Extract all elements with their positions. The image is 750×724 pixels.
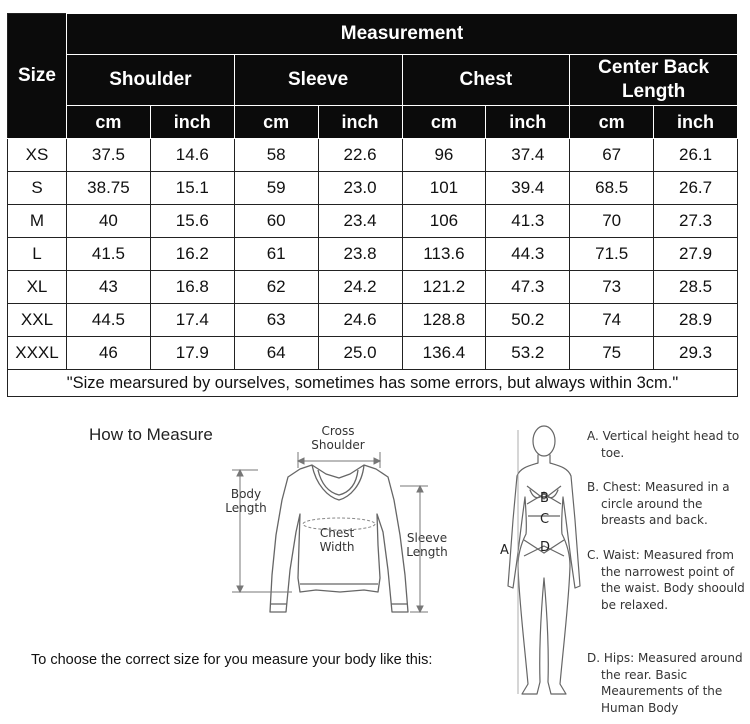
table-cell: 67 bbox=[570, 139, 654, 172]
header-row-columns bbox=[8, 55, 738, 106]
cross-shoulder-label-line1: Cross bbox=[321, 424, 355, 438]
measurement-header: Measurement bbox=[67, 14, 738, 55]
marker-c: C bbox=[540, 512, 550, 527]
figure-head bbox=[533, 426, 555, 456]
table-cell: 26.1 bbox=[654, 139, 738, 172]
sleeve-length-label bbox=[402, 531, 452, 559]
body-length-label-line2: Length bbox=[225, 501, 267, 515]
size-label: XXL bbox=[8, 304, 67, 337]
table-cell: 64 bbox=[234, 337, 318, 370]
table-cell: 24.6 bbox=[318, 304, 402, 337]
legend-b bbox=[587, 479, 747, 529]
sleeve-length-arrow-bottom bbox=[417, 606, 423, 612]
table-cell: 41.5 bbox=[67, 238, 151, 271]
table-cell: 40 bbox=[67, 205, 151, 238]
size-column-header: Size bbox=[8, 14, 67, 139]
marker-a: A bbox=[500, 543, 509, 558]
table-cell: 43 bbox=[67, 271, 151, 304]
body-length-label bbox=[223, 487, 269, 515]
shoulder-header: Shoulder bbox=[67, 55, 235, 106]
sweater-collar-inner bbox=[318, 470, 358, 495]
table-cell: 60 bbox=[234, 205, 318, 238]
note-row bbox=[8, 370, 738, 397]
table-cell: 61 bbox=[234, 238, 318, 271]
chest-width-label-line1: Chest bbox=[319, 526, 355, 540]
unit-cm: cm bbox=[402, 106, 486, 139]
sweater-outline bbox=[270, 465, 408, 612]
table-cell: 106 bbox=[402, 205, 486, 238]
size-label: XXXL bbox=[8, 337, 67, 370]
table-cell: 16.8 bbox=[150, 271, 234, 304]
legend-b-text: B. Chest: Measured in a circle around the breasts and back. bbox=[587, 480, 730, 527]
table-cell: 70 bbox=[570, 205, 654, 238]
cross-shoulder-label-line2: Shoulder bbox=[311, 438, 365, 452]
sleeve-length-label-line2: Length bbox=[406, 545, 448, 559]
table-cell: 44.3 bbox=[486, 238, 570, 271]
table-cell: 14.6 bbox=[150, 139, 234, 172]
table-cell: 39.4 bbox=[486, 172, 570, 205]
size-label: XS bbox=[8, 139, 67, 172]
table-row bbox=[8, 271, 738, 304]
table-cell: 136.4 bbox=[402, 337, 486, 370]
legend-a bbox=[587, 428, 747, 461]
body-length-arrow-bottom bbox=[237, 586, 243, 592]
center-back-length-header bbox=[570, 55, 738, 106]
table-row bbox=[8, 238, 738, 271]
table-cell: 96 bbox=[402, 139, 486, 172]
table-cell: 38.75 bbox=[67, 172, 151, 205]
chest-header: Chest bbox=[402, 55, 570, 106]
chest-width-label bbox=[312, 526, 362, 554]
unit-cm: cm bbox=[67, 106, 151, 139]
table-cell: 28.9 bbox=[654, 304, 738, 337]
size-label: L bbox=[8, 238, 67, 271]
how-to-measure-title: How to Measure bbox=[89, 425, 213, 444]
table-cell: 50.2 bbox=[486, 304, 570, 337]
table-cell: 24.2 bbox=[318, 271, 402, 304]
cross-shoulder-arrow-left bbox=[298, 458, 304, 464]
table-cell: 53.2 bbox=[486, 337, 570, 370]
figure-bust bbox=[530, 490, 558, 498]
legend-d-text: D. Hips: Measured around the rear. Basic Meaurements of the Human Body bbox=[587, 651, 743, 715]
center-back-length-line1: Center Back bbox=[598, 57, 710, 78]
header-row-units bbox=[8, 106, 738, 139]
table-note: "Size mearsured by ourselves, sometimes has some errors, but always within 3cm." bbox=[8, 370, 738, 397]
table-cell: 25.0 bbox=[318, 337, 402, 370]
cross-shoulder-arrow-right bbox=[374, 458, 380, 464]
table-cell: 37.4 bbox=[486, 139, 570, 172]
figure-body bbox=[508, 455, 580, 694]
table-cell: 47.3 bbox=[486, 271, 570, 304]
legend-a-text: A. Vertical height head to toe. bbox=[587, 429, 740, 460]
table-cell: 101 bbox=[402, 172, 486, 205]
legend-c bbox=[587, 547, 747, 613]
table-cell: 75 bbox=[570, 337, 654, 370]
table-cell: 29.3 bbox=[654, 337, 738, 370]
table-cell: 41.3 bbox=[486, 205, 570, 238]
table-cell: 27.3 bbox=[654, 205, 738, 238]
chest-width-label-line2: Width bbox=[319, 540, 355, 554]
body-length-label-line1: Body bbox=[230, 487, 262, 501]
table-cell: 15.1 bbox=[150, 172, 234, 205]
table-cell: 121.2 bbox=[402, 271, 486, 304]
legend-c-text: C. Waist: Measured from the narrowest point of the waist. Body shoould be relaxed. bbox=[587, 548, 745, 612]
marker-b: B bbox=[540, 491, 549, 506]
table-cell: 71.5 bbox=[570, 238, 654, 271]
table-cell: 68.5 bbox=[570, 172, 654, 205]
size-label: M bbox=[8, 205, 67, 238]
table-cell: 23.8 bbox=[318, 238, 402, 271]
table-row bbox=[8, 205, 738, 238]
sleeve-length-label-line1: Sleeve bbox=[406, 531, 448, 545]
size-rows bbox=[8, 139, 738, 370]
table-cell: 22.6 bbox=[318, 139, 402, 172]
marker-d: D bbox=[540, 540, 551, 555]
table-cell: 46 bbox=[67, 337, 151, 370]
body-length-arrow-top bbox=[237, 470, 243, 476]
table-cell: 128.8 bbox=[402, 304, 486, 337]
unit-inch: inch bbox=[654, 106, 738, 139]
table-cell: 73 bbox=[570, 271, 654, 304]
size-chart-table bbox=[7, 13, 738, 397]
table-cell: 27.9 bbox=[654, 238, 738, 271]
table-row bbox=[8, 337, 738, 370]
table-cell: 23.0 bbox=[318, 172, 402, 205]
unit-cm: cm bbox=[234, 106, 318, 139]
sleeve-header: Sleeve bbox=[234, 55, 402, 106]
header-row-group bbox=[8, 14, 738, 55]
table-cell: 74 bbox=[570, 304, 654, 337]
unit-inch: inch bbox=[486, 106, 570, 139]
table-cell: 17.4 bbox=[150, 304, 234, 337]
unit-inch: inch bbox=[150, 106, 234, 139]
table-cell: 113.6 bbox=[402, 238, 486, 271]
hip-line bbox=[524, 540, 564, 553]
table-cell: 28.5 bbox=[654, 271, 738, 304]
cross-shoulder-label bbox=[295, 424, 381, 452]
sweater-collar bbox=[312, 465, 364, 500]
hip-line-b bbox=[524, 546, 564, 556]
center-back-length-line2: Length bbox=[621, 81, 686, 102]
table-row bbox=[8, 304, 738, 337]
table-row bbox=[8, 172, 738, 205]
table-cell: 26.7 bbox=[654, 172, 738, 205]
table-cell: 15.6 bbox=[150, 205, 234, 238]
table-cell: 16.2 bbox=[150, 238, 234, 271]
table-cell: 23.4 bbox=[318, 205, 402, 238]
chest-width-guide bbox=[303, 518, 375, 530]
table-cell: 59 bbox=[234, 172, 318, 205]
table-cell: 37.5 bbox=[67, 139, 151, 172]
size-label: XL bbox=[8, 271, 67, 304]
unit-inch: inch bbox=[318, 106, 402, 139]
legend-d bbox=[587, 650, 747, 716]
sleeve-length-arrow-top bbox=[417, 486, 423, 492]
table-row bbox=[8, 139, 738, 172]
table-cell: 44.5 bbox=[67, 304, 151, 337]
table-cell: 63 bbox=[234, 304, 318, 337]
chest-line-b bbox=[527, 494, 561, 504]
unit-cm: cm bbox=[570, 106, 654, 139]
table-cell: 17.9 bbox=[150, 337, 234, 370]
table-cell: 62 bbox=[234, 271, 318, 304]
table-cell: 58 bbox=[234, 139, 318, 172]
measure-instruction: To choose the correct size for you measure your body like this: bbox=[31, 652, 433, 668]
chest-line bbox=[527, 486, 561, 499]
size-label: S bbox=[8, 172, 67, 205]
